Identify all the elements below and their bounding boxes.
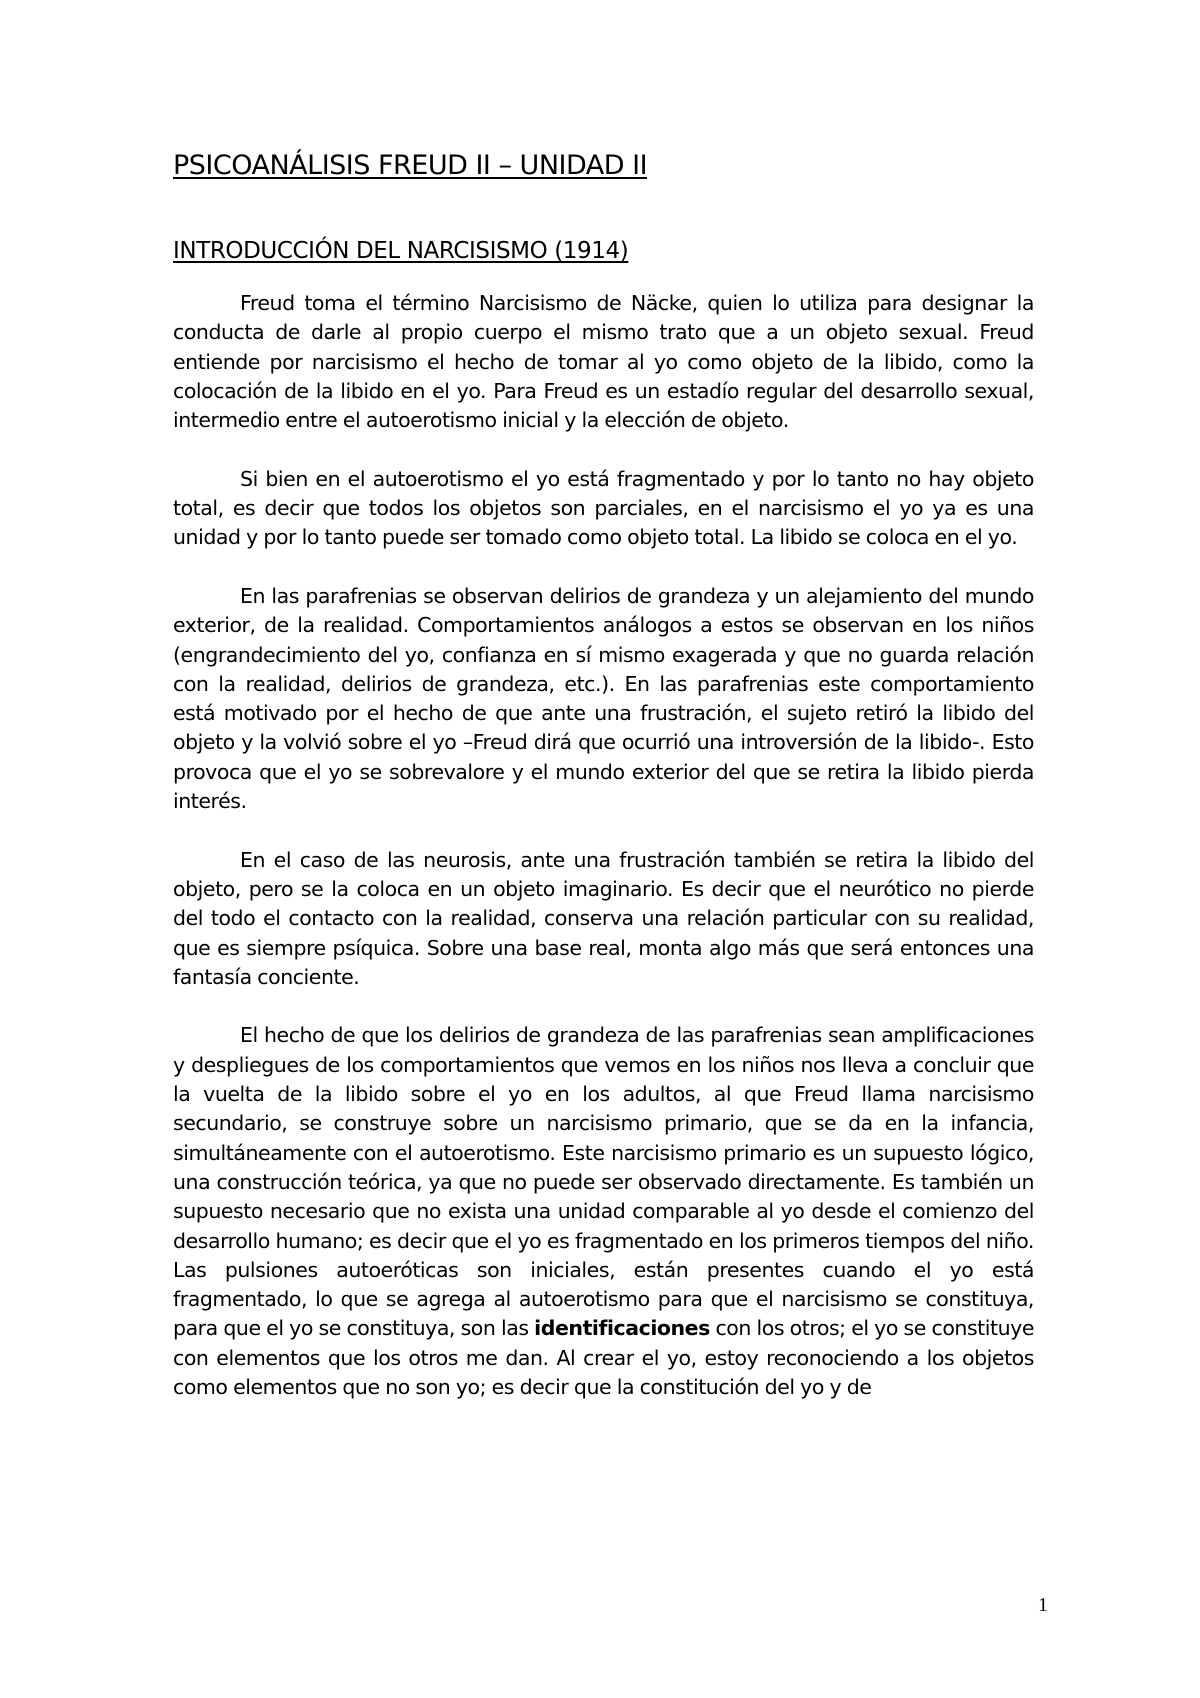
paragraph-2: Si bien en el autoerotismo el yo está fragmentado y por lo tanto no hay objeto total, es decir que todos los objetos son parciales, en el narcisismo el yo ya es una unidad y por lo tanto puede ser tomado como objeto total. La libido se coloca en el yo. <box>173 466 1034 550</box>
paragraph-5-text-start: El hecho de que los delirios de grandeza de las parafrenias sean amplificaciones y despliegues de los comportamientos que vemos en los niños nos lleva a concluir que la vuelta de la libido sobre el yo en los adultos, al que Freud llama narcisismo secundario, se construye sobre un narcisismo primario, que se da en la infancia, simultáneamente con el autoerotismo. Este narcisismo primario es un supuesto lógico, una construcción teórica, ya que no puede ser observado directamente. Es también un supuesto necesario que no exista una unidad comparable al yo desde el comienzo del desarrollo humano; es decir que el yo es fragmentado en los primeros tiempos del niño. Las pulsiones autoeróticas son iniciales, están presentes cuando el yo está fragmentado, lo que se agrega al autoerotismo para que el narcisismo se constituya, para que el yo se constituya, son las <box>173 1023 1034 1341</box>
page-number: 1 <box>1038 1594 1048 1616</box>
paragraph-1: Freud toma el término Narcisismo de Näcke, quien lo utiliza para designar la conducta de darle al propio cuerpo el mismo trato que a un objeto sexual. Freud entiende por narcisismo el hecho de tomar al yo como objeto de la libido, como la colocación de la libido en el yo. Para Freud es un estadío regular del desarrollo sexual, intermedio entre el autoerotismo inicial y la elección de objeto. <box>173 291 1034 433</box>
paragraph-4: En el caso de las neurosis, ante una frustración también se retira la libido del objeto, pero se la coloca en un objeto imaginario. Es decir que el neurótico no pierde del todo el contacto con la realidad, conserva una relación particular con su realidad, que es siempre psíquica. Sobre una base real, monta algo más que será entonces una fantasía conciente. <box>173 847 1034 989</box>
paragraph-5-text-end: con los otros; el yo se constituye con elementos que los otros me dan. Al crear el yo, estoy reconociendo a los objetos como elementos que no son yo; es decir que la constitución del yo y de <box>173 1316 1034 1399</box>
page-content <box>173 150 1034 1402</box>
document-title: PSICOANÁLISIS FREUD II – UNIDAD II <box>173 150 648 181</box>
paragraph-5 <box>173 1021 1034 1402</box>
body-text <box>173 289 1034 1402</box>
section-title: INTRODUCCIÓN DEL NARCISISMO (1914) <box>173 238 629 264</box>
bold-term-identificaciones: identificaciones <box>534 1316 710 1341</box>
paragraph-3: En las parafrenias se observan delirios de grandeza y un alejamiento del mundo exterior, de la realidad. Comportamientos análogos a estos se observan en los niños (engrandecimiento del yo, confianza en sí mismo exagerada y que no guarda relación con la realidad, delirios de grandeza, etc.). En las parafrenias este comportamiento está motivado por el hecho de que ante una frustración, el sujeto retiró la libido del objeto y la volvió sobre el yo –Freud dirá que ocurrió una introversión de la libido-. Esto provoca que el yo se sobrevalore y el mundo exterior del que se retira la libido pierda interés. <box>173 583 1034 814</box>
